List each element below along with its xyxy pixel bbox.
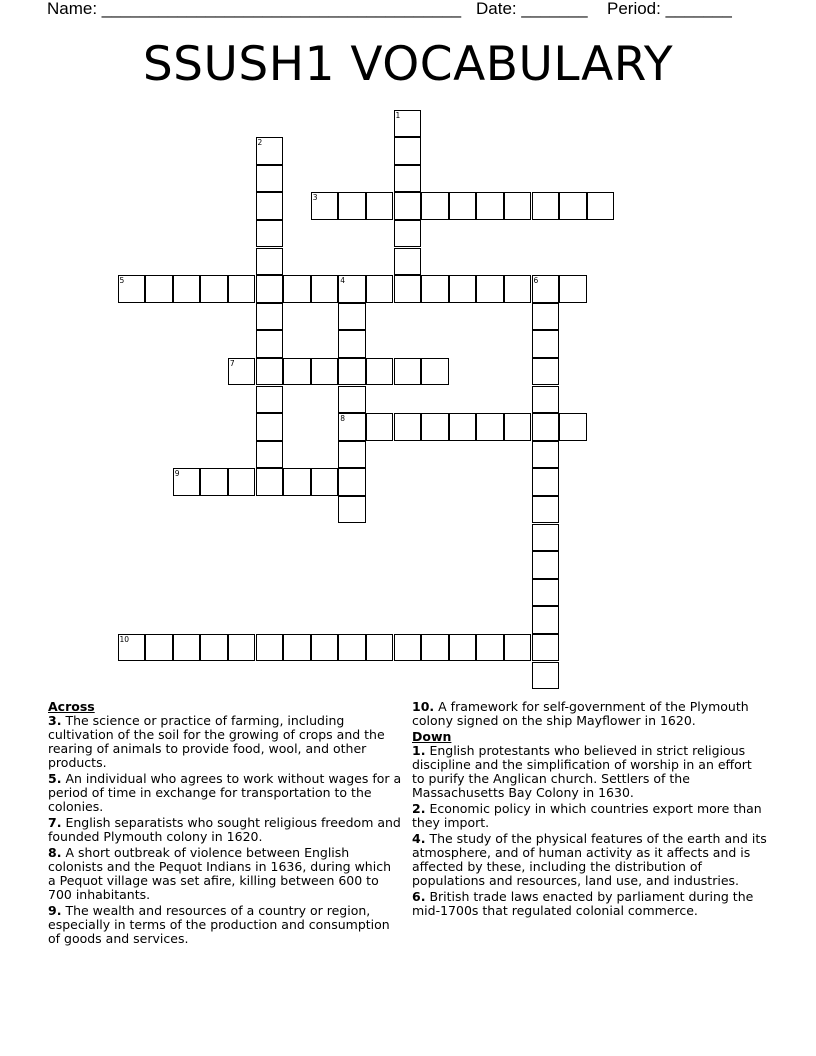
clue-text: A framework for self-government of the Plymouth colony signed on the ship Mayflower in 1620. [412,699,749,728]
crossword-cell[interactable] [200,468,228,496]
crossword-cell[interactable] [394,248,422,276]
crossword-cell[interactable] [532,192,560,220]
clue-down-2 [412,802,768,830]
clue-number-label: 10 [119,634,130,644]
crossword-cell[interactable] [476,275,504,303]
crossword-cell[interactable] [449,413,477,441]
crossword-cell[interactable] [532,496,560,524]
crossword-cell[interactable] [366,413,394,441]
clue-number-label: 6 [533,276,539,286]
crossword-cell[interactable] [532,524,560,552]
clue-number-label: 8 [340,414,346,424]
crossword-cell[interactable] [449,275,477,303]
clue-across-3 [48,714,402,770]
clue-text: English separatists who sought religious freedom and founded Plymouth colony in 1620. [48,815,401,844]
crossword-cell[interactable] [532,386,560,414]
crossword-cell[interactable] [200,634,228,662]
crossword-cell[interactable] [394,275,422,303]
clue-number: 1. [412,743,426,758]
clue-text: A short outbreak of violence between English colonists and the Pequot Indians in 1636, during which a Pequot village was set afire, killing between 600 to 700 inhabitants. [48,845,391,902]
clues-right-column [412,700,768,920]
date-field[interactable]: Date: _______ [476,0,588,18]
crossword-cell[interactable] [394,137,422,165]
crossword-cell[interactable] [394,165,422,193]
clue-text: The science or practice of farming, including cultivation of the soil for the growing of crops and the rearing of animals to provide food, wool, and other products. [48,713,385,770]
crossword-cell[interactable] [587,192,615,220]
crossword-cell[interactable] [200,275,228,303]
crossword-cell[interactable] [256,441,284,469]
crossword-cell[interactable] [256,275,284,303]
crossword-cell[interactable] [311,358,339,386]
crossword-cell[interactable] [283,468,311,496]
clue-text: The study of the physical features of the earth and its atmosphere, and of human activity as it affects and is affected by these, including the distribution of populations and resources, land use, and industries. [412,831,767,888]
crossword-cell[interactable] [311,468,339,496]
down-heading: Down [412,729,452,744]
crossword-cell[interactable] [338,330,366,358]
crossword-cell[interactable] [449,634,477,662]
clue-number-label: 1 [395,110,401,120]
crossword-cell[interactable] [394,413,422,441]
crossword-cell[interactable] [118,275,146,303]
crossword-cell[interactable] [256,220,284,248]
crossword-cell[interactable] [421,358,449,386]
clue-number-label: 7 [229,358,235,368]
crossword-cell[interactable] [532,662,560,690]
crossword-cell[interactable] [256,468,284,496]
crossword-cell[interactable] [228,634,256,662]
crossword-cell[interactable] [256,137,284,165]
clue-number: 7. [48,815,62,830]
clue-text: The wealth and resources of a country or region, especially in terms of the production and consumption of goods and services. [48,903,390,946]
name-field[interactable]: Name: ______________________________________ [47,0,462,18]
crossword-cell[interactable] [394,110,422,138]
clue-number-label: 4 [340,276,346,286]
crossword-cell[interactable] [366,275,394,303]
clue-across-9 [48,904,402,946]
clue-text: An individual who agrees to work without wages for a period of time in exchange for transportation to the colonies. [48,771,402,814]
clues-left-column [48,700,402,948]
crossword-cell[interactable] [173,634,201,662]
clue-number-label: 2 [257,138,263,148]
crossword-cell[interactable] [532,441,560,469]
crossword-cell[interactable] [476,192,504,220]
crossword-cell[interactable] [532,468,560,496]
clue-across-5 [48,772,402,814]
crossword-cell[interactable] [394,192,422,220]
crossword-cell[interactable] [311,634,339,662]
crossword-cell[interactable] [394,220,422,248]
clue-across-10 [412,700,768,728]
crossword-cell[interactable] [476,413,504,441]
crossword-cell[interactable] [532,303,560,331]
crossword-cell[interactable] [338,496,366,524]
clue-number-label: 5 [119,276,125,286]
clue-number-label: 3 [312,193,318,203]
crossword-cell[interactable] [256,248,284,276]
clue-number: 3. [48,713,62,728]
crossword-cell[interactable] [504,275,532,303]
crossword-cell[interactable] [338,441,366,469]
crossword-cell[interactable] [338,386,366,414]
crossword-cell[interactable] [338,468,366,496]
crossword-cell[interactable] [173,468,201,496]
crossword-cell[interactable] [256,386,284,414]
clue-text: Economic policy in which countries export more than they import. [412,801,762,830]
clue-down-6 [412,890,768,918]
clue-number: 10. [412,699,435,714]
crossword-cell[interactable] [532,275,560,303]
crossword-cell[interactable] [532,358,560,386]
crossword-cell[interactable] [394,358,422,386]
crossword-cell[interactable] [283,275,311,303]
crossword-cell[interactable] [338,192,366,220]
clue-number: 2. [412,801,426,816]
crossword-cell[interactable] [256,330,284,358]
period-field[interactable]: Period: _______ [607,0,732,18]
across-heading: Across [48,699,95,714]
crossword-cell[interactable] [366,358,394,386]
crossword-cell[interactable] [559,192,587,220]
crossword-cell[interactable] [559,275,587,303]
crossword-cell[interactable] [338,634,366,662]
crossword-cell[interactable] [532,606,560,634]
crossword-cell[interactable] [532,551,560,579]
clue-across-8 [48,846,402,902]
crossword-cell[interactable] [256,303,284,331]
crossword-cell[interactable] [504,634,532,662]
crossword-cell[interactable] [476,634,504,662]
page-title: SSUSH1 VOCABULARY [142,37,674,92]
crossword-cell[interactable] [338,358,366,386]
crossword-cell[interactable] [504,192,532,220]
crossword-cell[interactable] [532,330,560,358]
crossword-cell[interactable] [449,192,477,220]
crossword-cell[interactable] [366,192,394,220]
crossword-cell[interactable] [145,275,173,303]
crossword-cell[interactable] [559,413,587,441]
crossword-cell[interactable] [421,634,449,662]
crossword-cell[interactable] [118,634,146,662]
crossword-cell[interactable] [256,358,284,386]
crossword-cell[interactable] [256,192,284,220]
crossword-cell[interactable] [504,413,532,441]
clue-text: British trade laws enacted by parliament during the mid-1700s that regulated colonial commerce. [412,889,754,918]
clue-number: 5. [48,771,62,786]
crossword-cell[interactable] [228,275,256,303]
clue-down-1 [412,744,768,800]
crossword-cell[interactable] [421,275,449,303]
crossword-cell[interactable] [311,192,339,220]
crossword-cell[interactable] [228,468,256,496]
clue-text: English protestants who believed in strict religious discipline and the simplification of worship in an effort to purify the Anglican church. Settlers of the Massachusetts Bay Colony in 1630. [412,743,752,800]
crossword-cell[interactable] [256,634,284,662]
crossword-cell[interactable] [532,579,560,607]
crossword-cell[interactable] [421,413,449,441]
crossword-cell[interactable] [338,413,366,441]
clue-down-4 [412,832,768,888]
clue-number: 4. [412,831,426,846]
crossword-cell[interactable] [145,634,173,662]
crossword-cell[interactable] [256,165,284,193]
crossword-cell[interactable] [283,358,311,386]
crossword-cell[interactable] [173,275,201,303]
crossword-cell[interactable] [338,303,366,331]
clue-number: 6. [412,889,426,904]
crossword-cell[interactable] [256,413,284,441]
clue-across-7 [48,816,402,844]
crossword-cell[interactable] [311,275,339,303]
clue-number: 9. [48,903,62,918]
crossword-cell[interactable] [532,413,560,441]
crossword-cell[interactable] [421,192,449,220]
crossword-cell[interactable] [283,634,311,662]
crossword-cell[interactable] [228,358,256,386]
crossword-cell[interactable] [394,634,422,662]
clue-number: 8. [48,845,62,860]
crossword-cell[interactable] [366,634,394,662]
clue-number-label: 9 [174,469,180,479]
crossword-cell[interactable] [532,634,560,662]
crossword-cell[interactable] [338,275,366,303]
